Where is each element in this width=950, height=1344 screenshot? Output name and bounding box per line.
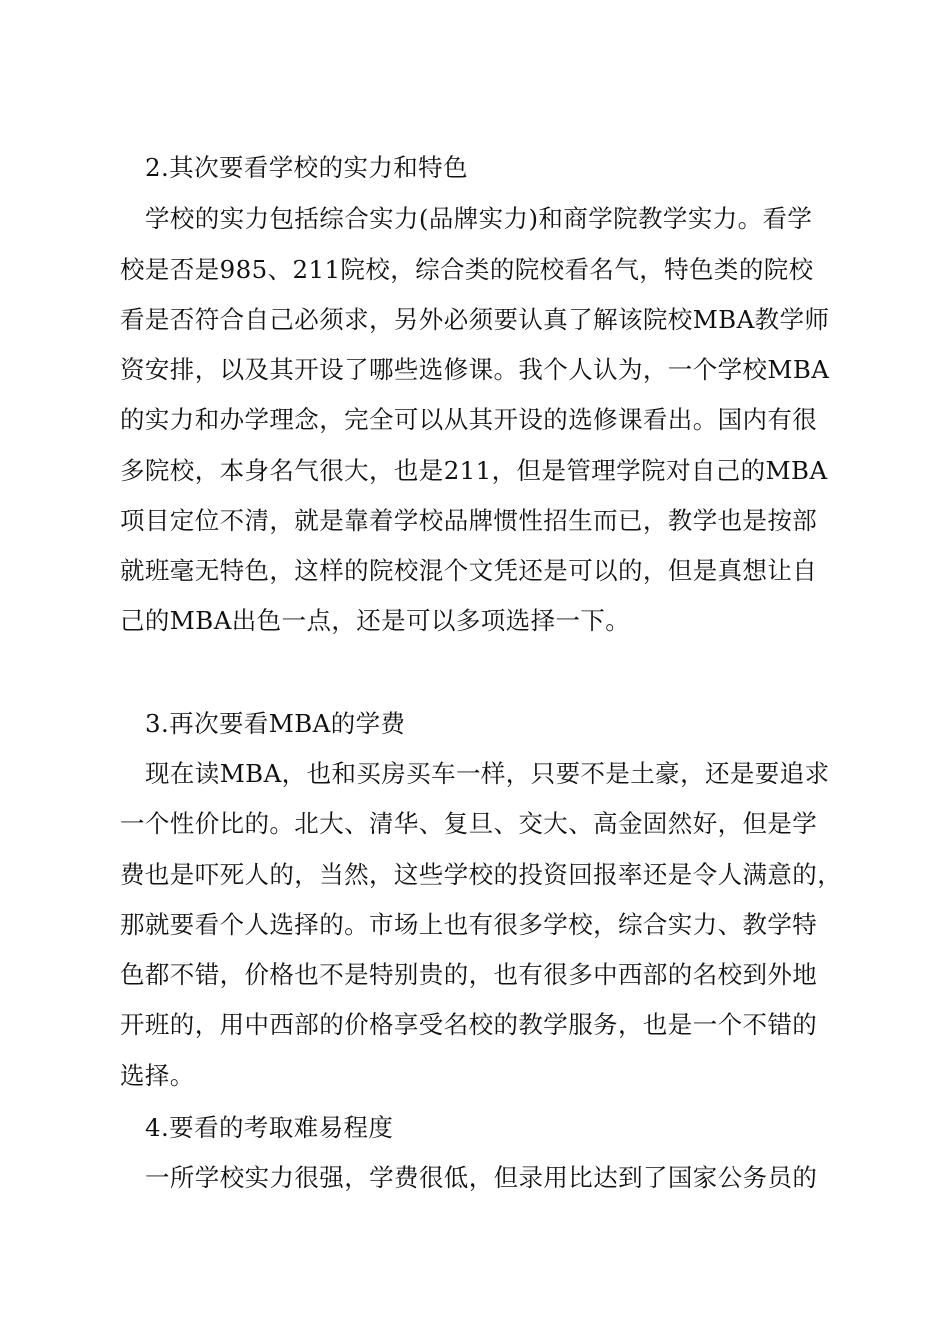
section-heading-3: 3.再次要看MBA的学费	[145, 709, 406, 738]
paragraph-line: 费也是吓死人的，当然，这些学校的投资回报率还是令人满意的，	[120, 860, 843, 889]
section-heading-2: 2.其次要看学校的实力和特色	[145, 153, 468, 182]
paragraph-line: 一所学校实力很强，学费很低，但录用比达到了国家公务员的	[145, 1163, 818, 1192]
paragraph-line: 多院校，本身名气很大，也是211，但是管理学院对自己的MBA	[120, 456, 828, 485]
paragraph-line: 的实力和办学理念，完全可以从其开设的选修课看出。国内有很	[120, 405, 818, 434]
paragraph-line: 选择。	[120, 1061, 195, 1090]
paragraph-line: 现在读MBA，也和买房买车一样，只要不是土豪，还是要追求	[145, 759, 830, 788]
section-heading-4: 4.要看的考取难易程度	[145, 1113, 394, 1142]
paragraph-line: 资安排，以及其开设了哪些选修课。我个人认为，一个学校MBA	[120, 355, 830, 384]
paragraph-line: 己的MBA出色一点，还是可以多项选择一下。	[120, 606, 631, 635]
paragraph-line: 色都不错，价格也不是特别贵的，也有很多中西部的名校到外地	[120, 960, 818, 989]
paragraph-line: 就班毫无特色，这样的院校混个文凭还是可以的，但是真想让自	[120, 556, 818, 585]
paragraph-line: 一个性价比的。北大、清华、复旦、交大、高金固然好，但是学	[120, 809, 818, 838]
paragraph-line: 校是否是985、211院校，综合类的院校看名气，特色类的院校	[120, 255, 814, 284]
paragraph-line: 学校的实力包括综合实力(品牌实力)和商学院教学实力。看学	[145, 204, 813, 233]
paragraph-line: 那就要看个人选择的。市场上也有很多学校，综合实力、教学特	[120, 910, 818, 939]
paragraph-line: 看是否符合自己必须求，另外必须要认真了解该院校MBA教学师	[120, 305, 830, 334]
paragraph-line: 开班的，用中西部的价格享受名校的教学服务，也是一个不错的	[120, 1010, 818, 1039]
paragraph-line: 项目定位不清，就是靠着学校品牌惯性招生而已，教学也是按部	[120, 506, 818, 535]
